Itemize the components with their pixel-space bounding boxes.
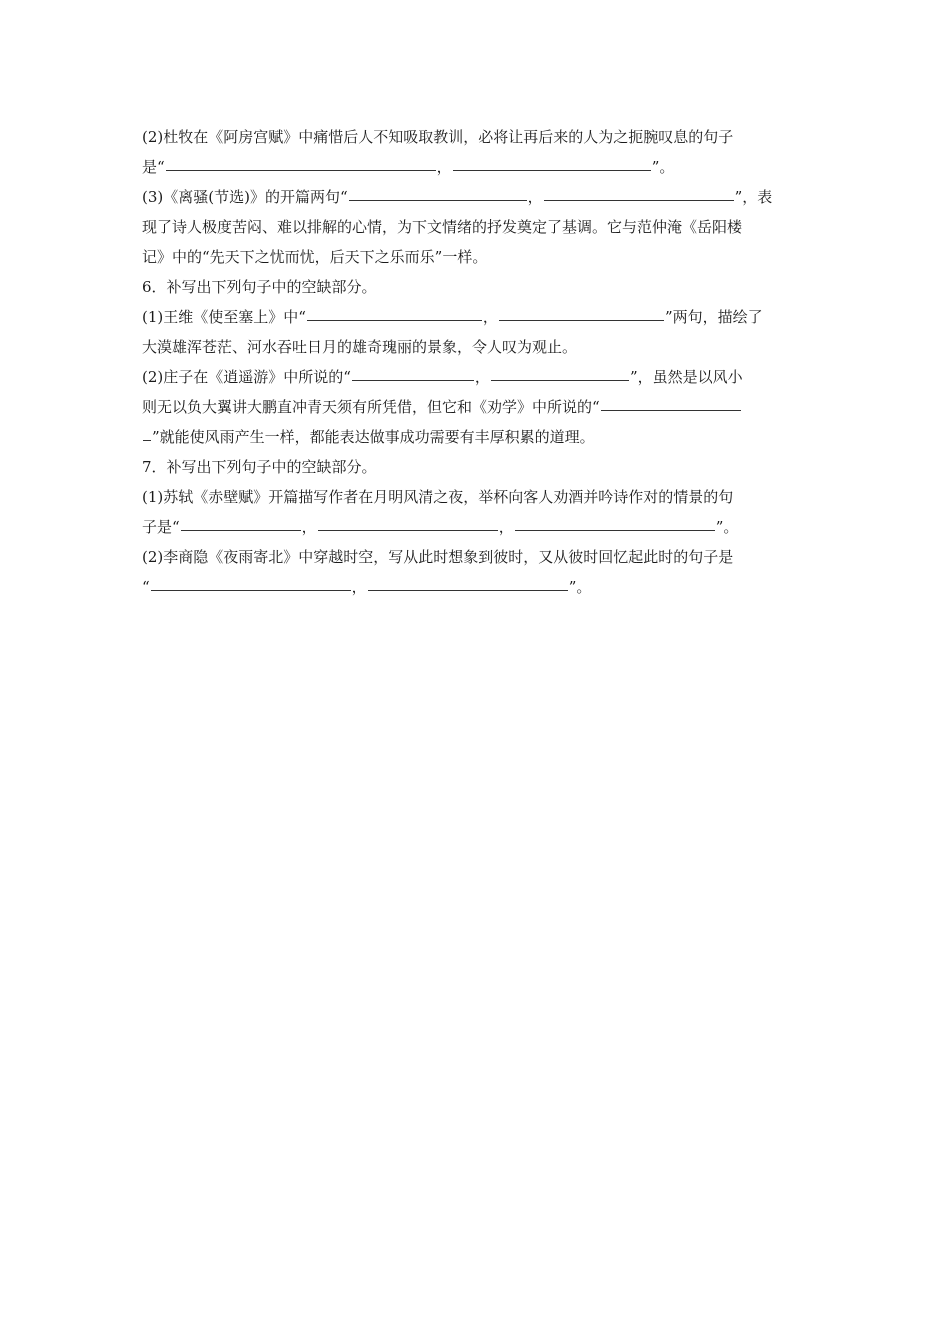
line-text: ， <box>527 188 543 206</box>
text-line <box>142 332 810 362</box>
answer-blank[interactable] <box>349 199 527 201</box>
answer-blank[interactable] <box>515 529 715 531</box>
line-text: (2)杜牧在《阿房宫赋》中痛惜后人不知吸取教训，必将让再后来的人为之扼腕叹息的句子 <box>142 128 734 146</box>
text-line <box>142 302 810 332</box>
text-line <box>142 362 810 392</box>
answer-blank[interactable] <box>181 529 301 531</box>
document-page <box>142 122 810 602</box>
text-line <box>142 182 810 212</box>
question-6-2 <box>142 362 810 452</box>
question-5-3 <box>142 182 810 272</box>
line-text: (1)王维《使至塞上》中“ <box>142 308 306 326</box>
line-text: 记》中的“先天下之忧而忧，后天下之乐而乐”一样。 <box>142 248 488 266</box>
line-text: ”。 <box>715 518 739 536</box>
answer-blank[interactable] <box>318 529 498 531</box>
question-6 <box>142 272 810 302</box>
answer-blank[interactable] <box>151 589 351 591</box>
answer-blank[interactable] <box>307 319 482 321</box>
question-6-1 <box>142 302 810 362</box>
line-text: ， <box>474 368 490 386</box>
line-text: “ <box>142 578 150 596</box>
answer-blank[interactable] <box>143 439 151 441</box>
answer-blank[interactable] <box>499 319 664 321</box>
line-text: (1)苏轼《赤壁赋》开篇描写作者在月明风清之夜，举杯向客人劝酒并吟诗作对的情景的句 <box>142 488 734 506</box>
question-7 <box>142 452 810 482</box>
line-text: ”两句，描绘了 <box>664 308 763 326</box>
text-line <box>142 422 810 452</box>
text-line <box>142 542 810 572</box>
line-text: 7．补写出下列句子中的空缺部分。 <box>142 458 377 476</box>
line-text: ”就能使风雨产生一样，都能表达做事成功需要有丰厚积累的道理。 <box>152 428 595 446</box>
question-7-1 <box>142 482 810 542</box>
text-line <box>142 452 810 482</box>
line-text: ， <box>482 308 498 326</box>
answer-blank[interactable] <box>491 379 629 381</box>
line-text: ， <box>351 578 367 596</box>
line-text: 是“ <box>142 158 165 176</box>
text-line <box>142 152 810 182</box>
line-text: 6．补写出下列句子中的空缺部分。 <box>142 278 377 296</box>
line-text: 子是“ <box>142 518 180 536</box>
line-text: (2)李商隐《夜雨寄北》中穿越时空，写从此时想象到彼时，又从彼时回忆起此时的句子是 <box>142 548 734 566</box>
line-text: (2)庄子在《逍遥游》中所说的“ <box>142 368 351 386</box>
line-text: ”。 <box>568 578 592 596</box>
answer-blank[interactable] <box>368 589 568 591</box>
text-line <box>142 122 810 152</box>
answer-blank[interactable] <box>601 409 741 411</box>
question-7-2 <box>142 542 810 602</box>
answer-blank[interactable] <box>166 169 436 171</box>
text-line <box>142 242 810 272</box>
question-5-2 <box>142 122 810 182</box>
line-text: ， <box>436 158 452 176</box>
line-text: 现了诗人极度苦闷、难以排解的心情，为下文情绪的抒发奠定了基调。它与范仲淹《岳阳楼 <box>142 218 743 236</box>
line-text: ”。 <box>651 158 675 176</box>
text-line <box>142 482 810 512</box>
answer-blank[interactable] <box>352 379 474 381</box>
text-line <box>142 272 810 302</box>
line-text: ， <box>498 518 514 536</box>
answer-blank[interactable] <box>544 199 734 201</box>
text-line <box>142 512 810 542</box>
text-line <box>142 392 810 422</box>
line-text: ”，表 <box>734 188 773 206</box>
answer-blank[interactable] <box>453 169 651 171</box>
line-text: 大漠雄浑苍茫、河水吞吐日月的雄奇瑰丽的景象，令人叹为观止。 <box>142 338 578 356</box>
line-text: (3)《离骚(节选)》的开篇两句“ <box>142 188 348 206</box>
text-line <box>142 572 810 602</box>
line-text: ， <box>301 518 317 536</box>
text-line <box>142 212 810 242</box>
line-text: 则无以负大翼讲大鹏直冲青天须有所凭借，但它和《劝学》中所说的“ <box>142 398 600 416</box>
line-text: ”，虽然是以风小 <box>629 368 743 386</box>
